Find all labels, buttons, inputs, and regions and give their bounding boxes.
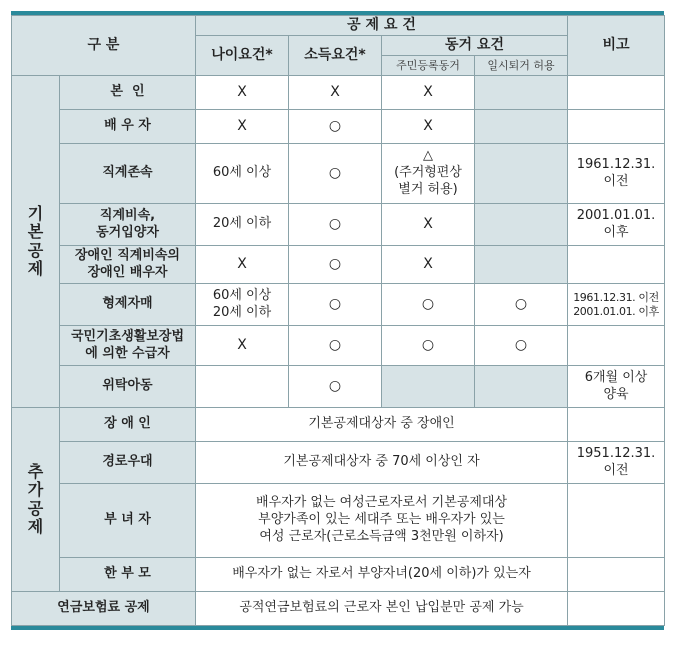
header-resident-reg: 주민등록동거 — [382, 56, 475, 76]
deduction-table — [11, 15, 665, 626]
pension-row — [12, 592, 665, 626]
row-label: 직계비속, 동거입양자 — [60, 204, 196, 246]
remark-cell: 1951.12.31. 이전 — [568, 442, 665, 484]
remark-cell — [568, 484, 665, 558]
row-label: 직계존속 — [60, 144, 196, 204]
header-income: 소득요건* — [289, 36, 382, 76]
additional-row — [12, 484, 665, 558]
row-label: 경로우대 — [60, 442, 196, 484]
header-age: 나이요건* — [196, 36, 289, 76]
deduction-table-container — [11, 11, 664, 630]
basic-row — [12, 284, 665, 326]
basic-row — [12, 76, 665, 110]
description-cell: 기본공제대상자 중 70세 이상인 자 — [196, 442, 568, 484]
age-cell: 60세 이상 20세 이하 — [196, 284, 289, 326]
row-label: 장 애 인 — [60, 408, 196, 442]
pension-label: 연금보험료 공제 — [12, 592, 196, 626]
row-label: 한 부 모 — [60, 558, 196, 592]
basic-row — [12, 246, 665, 284]
remark-cell: 6개월 이상 양육 — [568, 366, 665, 408]
income-cell: ○ — [289, 284, 382, 326]
income-cell: ○ — [289, 144, 382, 204]
row-label: 위탁아동 — [60, 366, 196, 408]
description-cell: 배우자가 없는 자로서 부양자녀(20세 이하)가 있는자 — [196, 558, 568, 592]
temp-cell — [475, 204, 568, 246]
temp-cell — [475, 246, 568, 284]
bottom-rule — [11, 626, 664, 630]
remark-cell: 2001.01.01. 이후 — [568, 204, 665, 246]
additional-row — [12, 558, 665, 592]
remark-cell — [568, 76, 665, 110]
remark-cell: 1961.12.31. 이전 — [568, 144, 665, 204]
remark-cell — [568, 110, 665, 144]
description-cell: 기본공제대상자 중 장애인 — [196, 408, 568, 442]
temp-cell — [475, 366, 568, 408]
basic-row — [12, 204, 665, 246]
row-label: 배 우 자 — [60, 110, 196, 144]
row-label: 국민기초생활보장법 에 의한 수급자 — [60, 326, 196, 366]
age-cell: X — [196, 76, 289, 110]
income-cell: ○ — [289, 326, 382, 366]
remark-cell — [568, 408, 665, 442]
row-label: 부 녀 자 — [60, 484, 196, 558]
income-cell: X — [289, 76, 382, 110]
basic-row — [12, 326, 665, 366]
basic-row — [12, 366, 665, 408]
resident-cell: X — [382, 204, 475, 246]
temp-cell: ○ — [475, 326, 568, 366]
basic-row — [12, 110, 665, 144]
header-cohabit: 동거 요건 — [382, 36, 568, 56]
remark-cell — [568, 558, 665, 592]
additional-category: 추 가 공 제 — [12, 408, 60, 592]
resident-cell: ○ — [382, 284, 475, 326]
description-cell: 배우자가 없는 여성근로자로서 기본공제대상 부양가족이 있는 세대주 또는 배우자가 있는 여성 근로자(근로소득금액 3천만원 이하자) — [196, 484, 568, 558]
income-cell: ○ — [289, 204, 382, 246]
pension-remark — [568, 592, 665, 626]
basic-row — [12, 144, 665, 204]
age-cell: X — [196, 110, 289, 144]
header-classification: 구 분 — [12, 16, 196, 76]
resident-cell: △ (주거형편상 별거 허용) — [382, 144, 475, 204]
remark-cell: 1961.12.31. 이전 2001.01.01. 이후 — [568, 284, 665, 326]
header-row-1 — [12, 16, 665, 36]
remark-cell — [568, 326, 665, 366]
age-cell: X — [196, 326, 289, 366]
header-temp-leave: 일시퇴거 허용 — [475, 56, 568, 76]
row-label: 장애인 직계비속의 장애인 배우자 — [60, 246, 196, 284]
basic-category: 기 본 공 제 — [12, 76, 60, 408]
remark-cell — [568, 246, 665, 284]
header-conditions: 공 제 요 건 — [196, 16, 568, 36]
resident-cell — [382, 366, 475, 408]
age-cell: 60세 이상 — [196, 144, 289, 204]
additional-row — [12, 442, 665, 484]
age-cell: 20세 이하 — [196, 204, 289, 246]
resident-cell: ○ — [382, 326, 475, 366]
temp-cell: ○ — [475, 284, 568, 326]
income-cell: ○ — [289, 246, 382, 284]
income-cell: ○ — [289, 110, 382, 144]
pension-description: 공적연금보험료의 근로자 본인 납입분만 공제 가능 — [196, 592, 568, 626]
row-label: 본 인 — [60, 76, 196, 110]
temp-cell — [475, 144, 568, 204]
age-cell — [196, 366, 289, 408]
resident-cell: X — [382, 110, 475, 144]
resident-cell: X — [382, 76, 475, 110]
additional-row — [12, 408, 665, 442]
age-cell: X — [196, 246, 289, 284]
temp-cell — [475, 76, 568, 110]
income-cell: ○ — [289, 366, 382, 408]
temp-cell — [475, 110, 568, 144]
header-remarks: 비고 — [568, 16, 665, 76]
resident-cell: X — [382, 246, 475, 284]
row-label: 형제자매 — [60, 284, 196, 326]
